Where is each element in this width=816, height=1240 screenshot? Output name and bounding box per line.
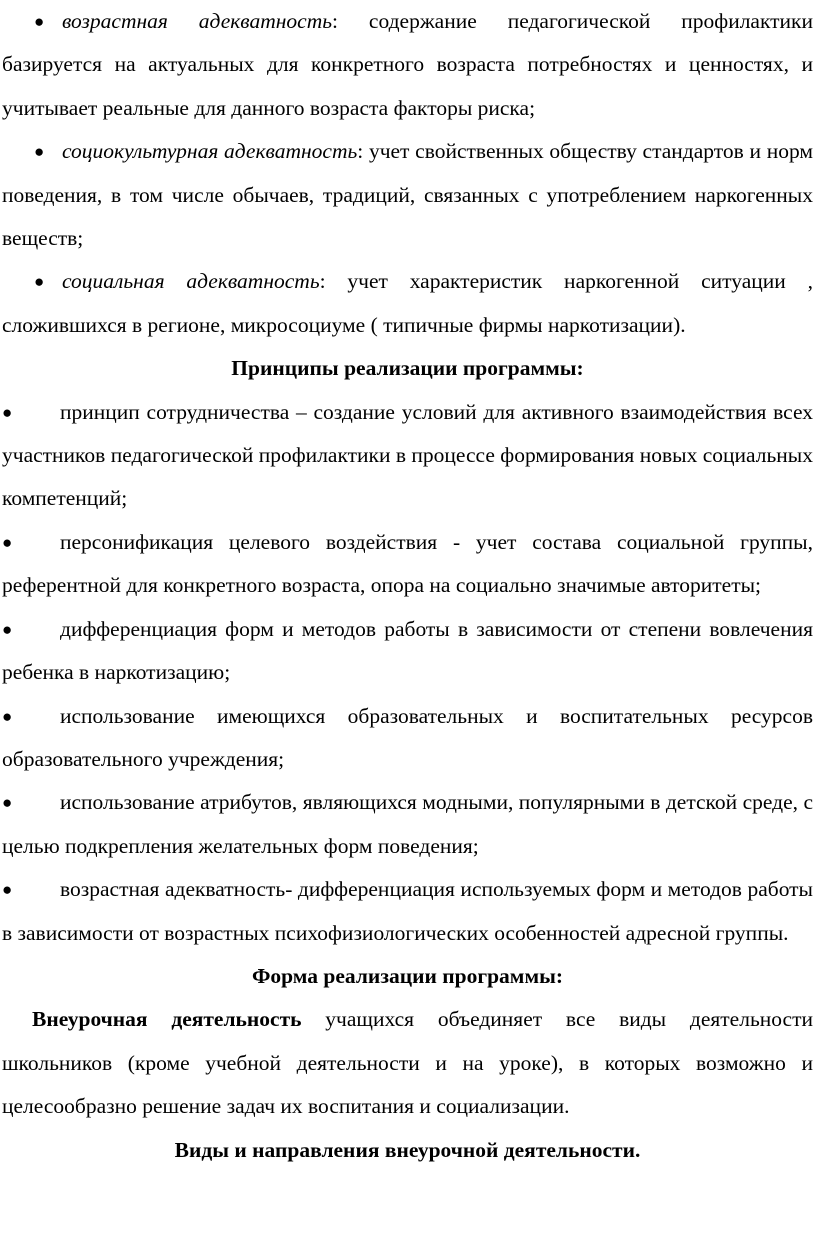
- criteria-item-3: [2, 260, 813, 347]
- criteria-term: возрастная адекватность: [62, 9, 333, 33]
- form-text: учащихся объединяет все виды деятельности школьников (кроме учебной деятельности и на уроке), в которых возможно и целесообразно решение задач их воспитания и социализации.: [2, 1007, 813, 1119]
- principle-item-5: [2, 781, 813, 868]
- bullet-icon: ●: [2, 880, 13, 900]
- bullet-icon: ●: [2, 532, 13, 552]
- form-lead: Внеурочная деятельность: [32, 1007, 302, 1032]
- criteria-text: : содержание педагогической профилактики базируется на актуальных для конкретного возраста потребностях и ценностях, и учитывает реальные для данного возраста факторы риска;: [2, 9, 813, 120]
- bullet-icon: ●: [2, 793, 13, 813]
- principle-text: персонификация целевого воздействия - учет состава социальной группы, референтной для конкретного возраста, опора на социально значимые авторитеты;: [2, 529, 813, 598]
- principle-item-2: [2, 521, 813, 608]
- bullet-icon: ●: [34, 272, 45, 292]
- principles-heading: Принципы реализации программы:: [231, 356, 584, 381]
- bullet-icon: ●: [2, 619, 13, 639]
- form-heading: Форма реализации программы:: [251, 963, 564, 988]
- principle-item-3: [2, 608, 813, 695]
- principle-item-1: [2, 391, 813, 521]
- principle-text: возрастная адекватность- дифференциация используемых форм и методов работы в зависимости от возрастных психофизиологических особенностей адресной группы.: [2, 877, 813, 945]
- bullet-icon: ●: [34, 142, 45, 162]
- bullet-icon: ●: [2, 706, 13, 726]
- principle-text: принцип сотрудничества – создание условий для активного взаимодействия всех участников педагогической профилактики в процессе формирования новых социальных компетенций;: [2, 399, 813, 511]
- principle-item-6: [2, 868, 813, 955]
- bullet-icon: ●: [34, 12, 45, 31]
- principle-text: использование атрибутов, являющихся модными, популярными в детской среде, с целью подкрепления желательных форм поведения;: [2, 790, 813, 858]
- criteria-term: социальная адекватность: [62, 269, 320, 294]
- bullet-icon: ●: [2, 402, 13, 422]
- form-paragraph: [2, 998, 813, 1128]
- criteria-item-2: [2, 130, 813, 260]
- criteria-term: социокультурная адекватность: [62, 139, 358, 164]
- criteria-text: : учет свойственных обществу стандартов и норм поведения, в том числе обычаев, традиций, связанных с употреблением наркогенных веществ;: [2, 139, 813, 251]
- principle-item-4: [2, 695, 813, 782]
- types-heading: Виды и направления внеурочной деятельности.: [174, 1137, 641, 1162]
- principle-text: использование имеющихся образовательных и воспитательных ресурсов образовательного учреждения;: [2, 703, 813, 771]
- principle-text: дифференциация форм и методов работы в зависимости от степени вовлечения ребенка в наркотизацию;: [2, 616, 813, 685]
- criteria-item-1: [2, 0, 813, 130]
- criteria-text: : учет характеристик наркогенной ситуации , сложившихся в регионе, микросоциуме ( типичные фирмы наркотизации).: [2, 269, 813, 337]
